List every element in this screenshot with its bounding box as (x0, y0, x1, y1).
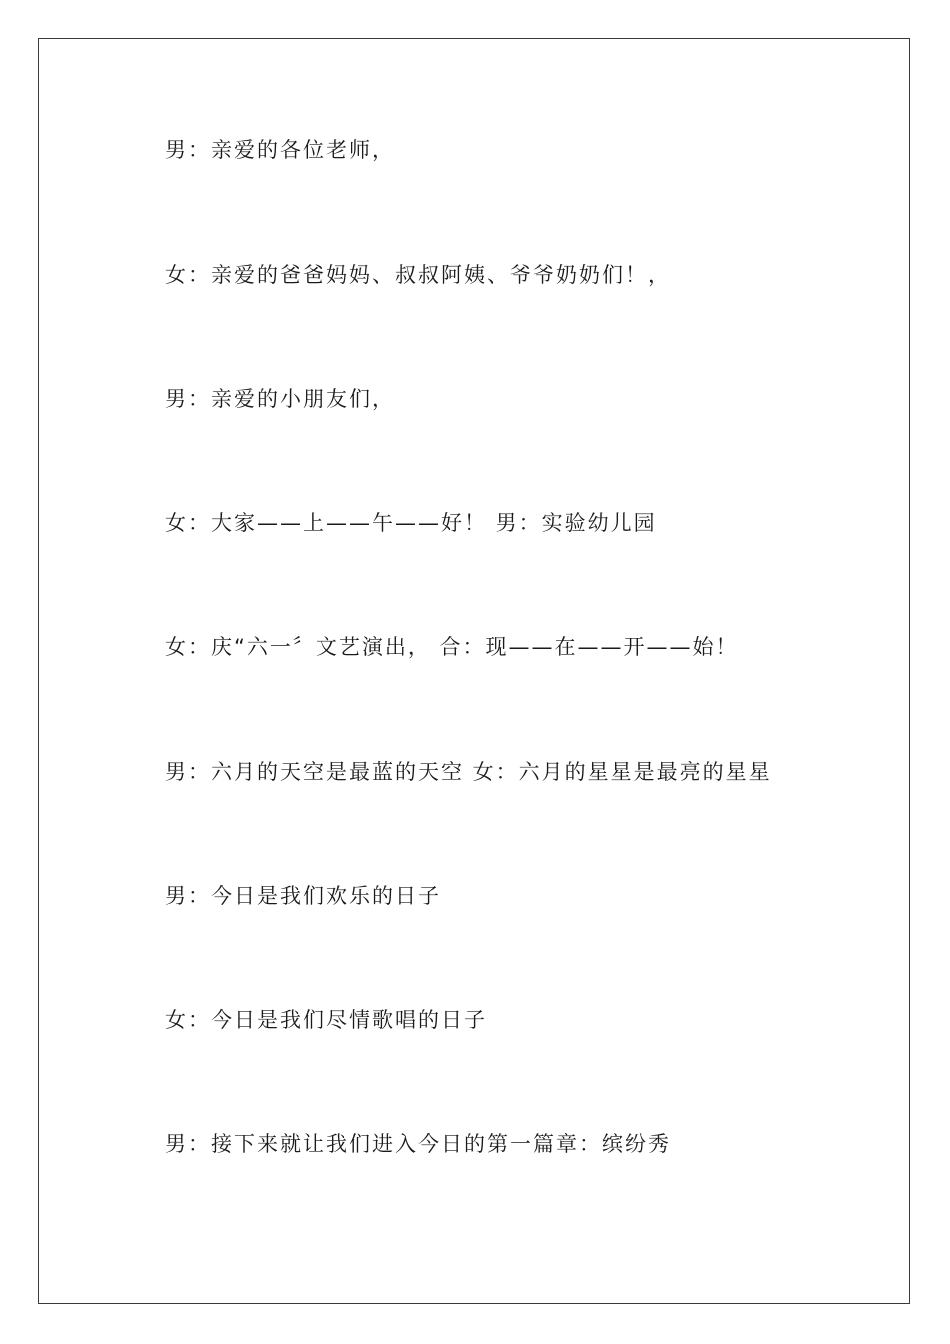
script-line: 男：六月的天空是最蓝的天空 女：六月的星星是最亮的星星 (165, 760, 772, 784)
script-line: 男：亲爱的各位老师， (165, 138, 395, 162)
script-line: 女：庆“六一〞文艺演出， 合：现——在——开——始！ (165, 635, 739, 659)
script-line: 女：今日是我们尽情歌唱的日子 (165, 1008, 487, 1032)
script-line: 男：接下来就让我们进入今日的第一篇章：缤纷秀 (165, 1132, 671, 1156)
script-line: 男：亲爱的小朋友们， (165, 387, 395, 411)
page-border (38, 38, 910, 1304)
script-line: 女：亲爱的爸爸妈妈、叔叔阿姨、爷爷奶奶们！， (165, 263, 671, 287)
script-line: 男：今日是我们欢乐的日子 (165, 884, 441, 908)
script-line: 女：大家——上——午——好！ 男：实验幼儿园 (165, 511, 657, 535)
